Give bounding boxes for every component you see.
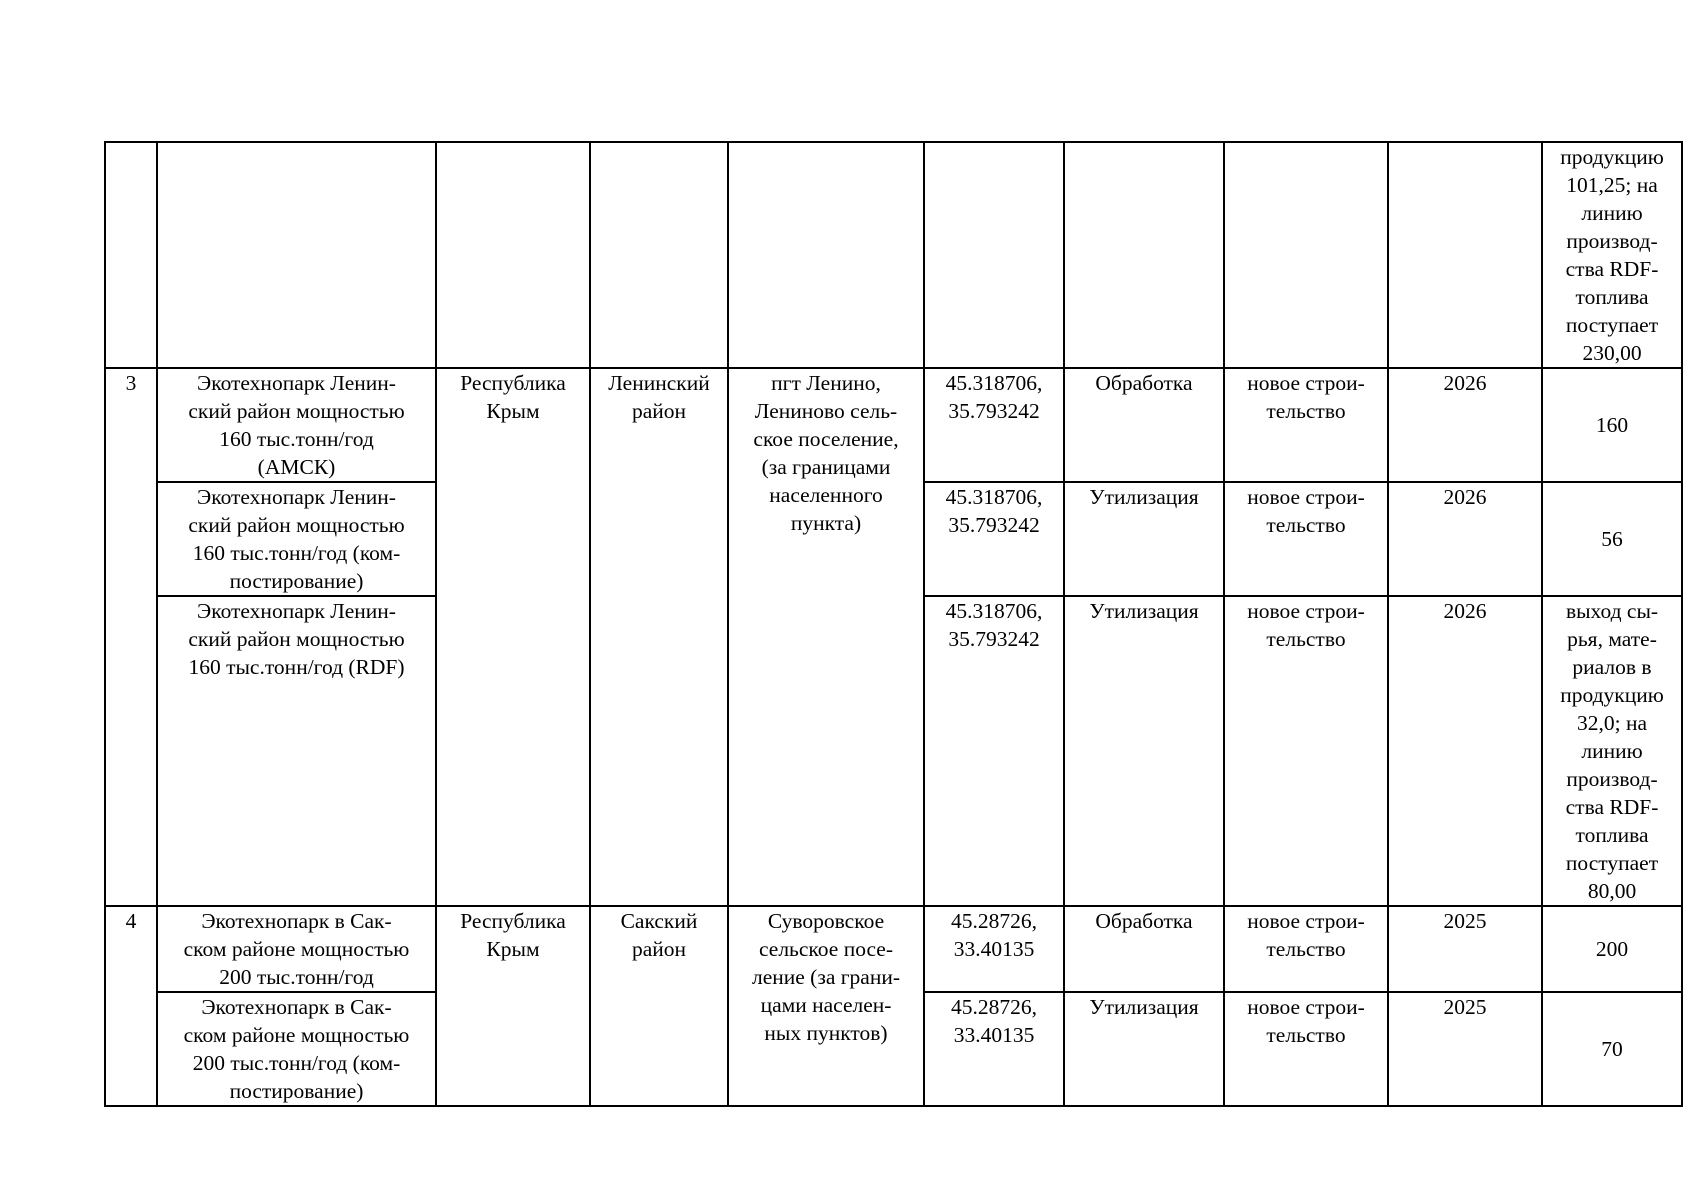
cell-num: 4 — [105, 906, 157, 1106]
cell-coords: 45.28726, 33.40135 — [924, 992, 1064, 1106]
cell-num — [105, 142, 157, 368]
cell-name: Экотехнопарк в Сак- ском районе мощностью 200 тыс.тонн/год (ком- постирование) — [157, 992, 436, 1106]
cell-region — [436, 142, 590, 368]
cell-type: Утилизация — [1064, 596, 1224, 906]
table-row — [105, 906, 1682, 992]
cell-region: Республика Крым — [436, 906, 590, 1106]
cell-type: Обработка — [1064, 368, 1224, 482]
cell-district: Ленинский район — [590, 368, 728, 906]
cell-coords — [924, 142, 1064, 368]
cell-name — [157, 142, 436, 368]
cell-year: 2025 — [1388, 906, 1542, 992]
cell-type: Обработка — [1064, 906, 1224, 992]
cell-year — [1388, 142, 1542, 368]
cell-district: Сакский район — [590, 906, 728, 1106]
cell-capacity: 70 — [1542, 992, 1682, 1106]
cell-coords: 45.318706, 35.793242 — [924, 368, 1064, 482]
cell-type: Утилизация — [1064, 992, 1224, 1106]
cell-settlement: Суворовское сельское посе- ление (за грани- цами населен- ных пунктов) — [728, 906, 924, 1106]
cell-status: новое строи- тельство — [1224, 906, 1388, 992]
cell-status — [1224, 142, 1388, 368]
cell-coords: 45.28726, 33.40135 — [924, 906, 1064, 992]
cell-name: Экотехнопарк Ленин- ский район мощностью 160 тыс.тонн/год (ком- постирование) — [157, 482, 436, 596]
cell-year: 2026 — [1388, 482, 1542, 596]
cell-status: новое строи- тельство — [1224, 596, 1388, 906]
cell-coords: 45.318706, 35.793242 — [924, 482, 1064, 596]
cell-year: 2026 — [1388, 368, 1542, 482]
cell-type — [1064, 142, 1224, 368]
table-row — [105, 368, 1682, 482]
cell-num: 3 — [105, 368, 157, 906]
cell-name: Экотехнопарк Ленин- ский район мощностью 160 тыс.тонн/год (RDF) — [157, 596, 436, 906]
cell-district — [590, 142, 728, 368]
cell-year: 2025 — [1388, 992, 1542, 1106]
cell-capacity: 200 — [1542, 906, 1682, 992]
cell-type: Утилизация — [1064, 482, 1224, 596]
cell-status: новое строи- тельство — [1224, 992, 1388, 1106]
cell-settlement: пгт Ленино, Лениново сель- ское поселение, (за границами населенного пункта) — [728, 368, 924, 906]
table-row-continuation — [105, 142, 1682, 368]
cell-status: новое строи- тельство — [1224, 368, 1388, 482]
cell-capacity: продукцию 101,25; на линию производ- ства RDF- топлива поступает 230,00 — [1542, 142, 1682, 368]
cell-capacity: 160 — [1542, 368, 1682, 482]
cell-capacity: выход сы- рья, мате- риалов в продукцию 32,0; на линию производ- ства RDF- топлива поступает 80,00 — [1542, 596, 1682, 906]
cell-name: Экотехнопарк в Сак- ском районе мощностью 200 тыс.тонн/год — [157, 906, 436, 992]
cell-region: Республика Крым — [436, 368, 590, 906]
cell-year: 2026 — [1388, 596, 1542, 906]
cell-settlement — [728, 142, 924, 368]
facilities-table — [104, 141, 1683, 1107]
cell-capacity: 56 — [1542, 482, 1682, 596]
cell-status: новое строи- тельство — [1224, 482, 1388, 596]
cell-name: Экотехнопарк Ленин- ский район мощностью 160 тыс.тонн/год (АМСК) — [157, 368, 436, 482]
cell-coords: 45.318706, 35.793242 — [924, 596, 1064, 906]
